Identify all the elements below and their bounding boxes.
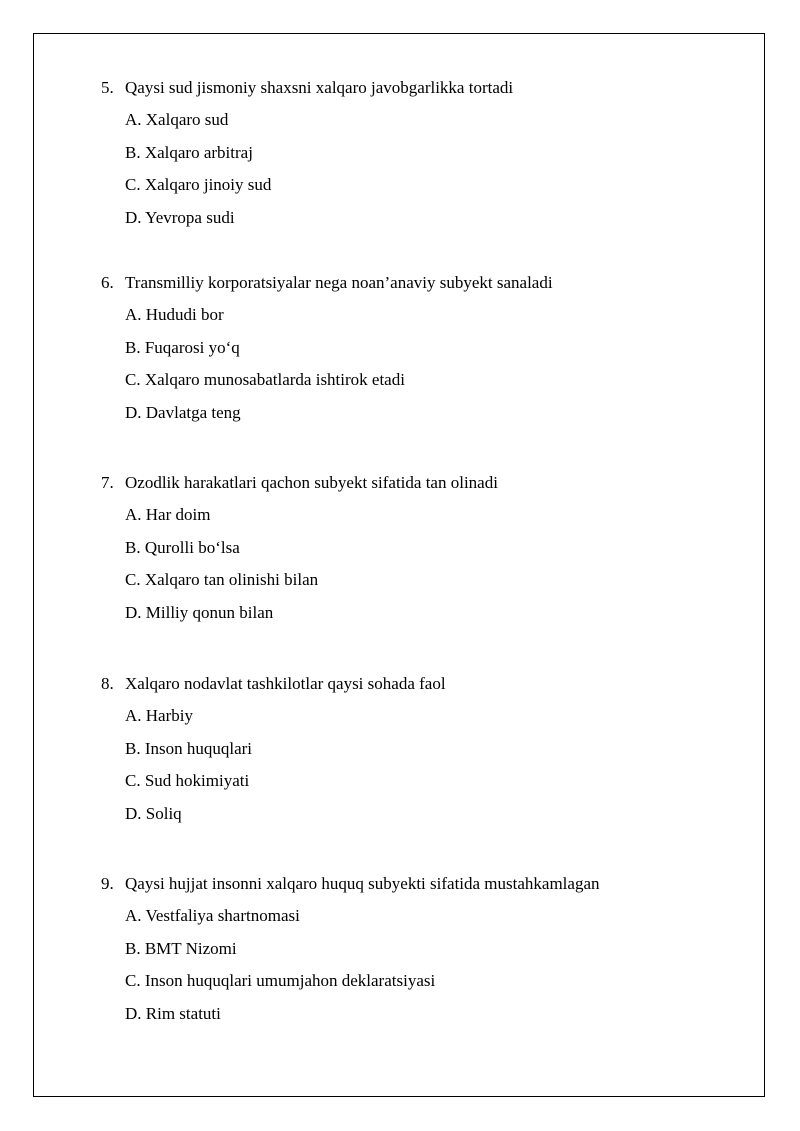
option-a: A. Har doim <box>125 505 211 524</box>
option-d: D. Soliq <box>125 803 182 823</box>
option-b: B. BMT Nizomi <box>125 938 237 958</box>
question-6 <box>0 273 800 435</box>
question-text: Xalqaro nodavlat tashkilotlar qaysi sohada faol <box>125 674 446 693</box>
question-line <box>0 674 800 706</box>
question-8 <box>0 674 800 836</box>
option-b: B. Qurolli bo‘lsa <box>125 537 240 557</box>
option-c: C. Xalqaro munosabatlarda ishtirok etadi <box>125 370 405 389</box>
question-line <box>0 874 800 906</box>
question-line <box>0 78 800 110</box>
option-d: D. Yevropa sudi <box>125 207 235 227</box>
option-c: C. Xalqaro tan olinishi bilan <box>125 570 319 589</box>
option-a: A. Vestfaliya shartnomasi <box>125 906 300 925</box>
option-b: B. Fuqarosi yo‘q <box>125 337 240 357</box>
option-b: B. Inson huquqlari <box>125 738 253 758</box>
option-d: D. Milliy qonun bilan <box>125 602 274 622</box>
option-d: D. Davlatga teng <box>125 402 241 422</box>
question-7 <box>0 473 800 635</box>
option-a: A. Xalqaro sud <box>125 110 229 129</box>
question-number: 5. <box>101 78 114 97</box>
option-b: B. Xalqaro arbitraj <box>125 142 253 162</box>
question-line <box>0 273 800 305</box>
question-number: 9. <box>101 874 114 893</box>
question-9 <box>0 874 800 1036</box>
question-text: Qaysi hujjat insonni xalqaro huquq subyekti sifatida mustahkamlagan <box>125 874 600 893</box>
question-text: Qaysi sud jismoniy shaxsni xalqaro javobgarlikka tortadi <box>125 78 514 97</box>
question-text: Ozodlik harakatlari qachon subyekt sifatida tan olinadi <box>125 473 498 492</box>
question-number: 6. <box>101 273 114 292</box>
option-c: C. Xalqaro jinoiy sud <box>125 175 272 194</box>
option-d: D. Rim statuti <box>125 1003 221 1023</box>
option-a: A. Harbiy <box>125 706 193 725</box>
question-number: 8. <box>101 674 114 693</box>
option-a: A. Hududi bor <box>125 305 224 324</box>
question-number: 7. <box>101 473 114 492</box>
question-line <box>0 473 800 505</box>
option-c: C. Inson huquqlari umumjahon deklaratsiyasi <box>125 971 436 990</box>
question-5 <box>0 78 800 240</box>
option-c: C. Sud hokimiyati <box>125 771 250 790</box>
question-text: Transmilliy korporatsiyalar nega noan’anaviy subyekt sanaladi <box>125 273 553 292</box>
